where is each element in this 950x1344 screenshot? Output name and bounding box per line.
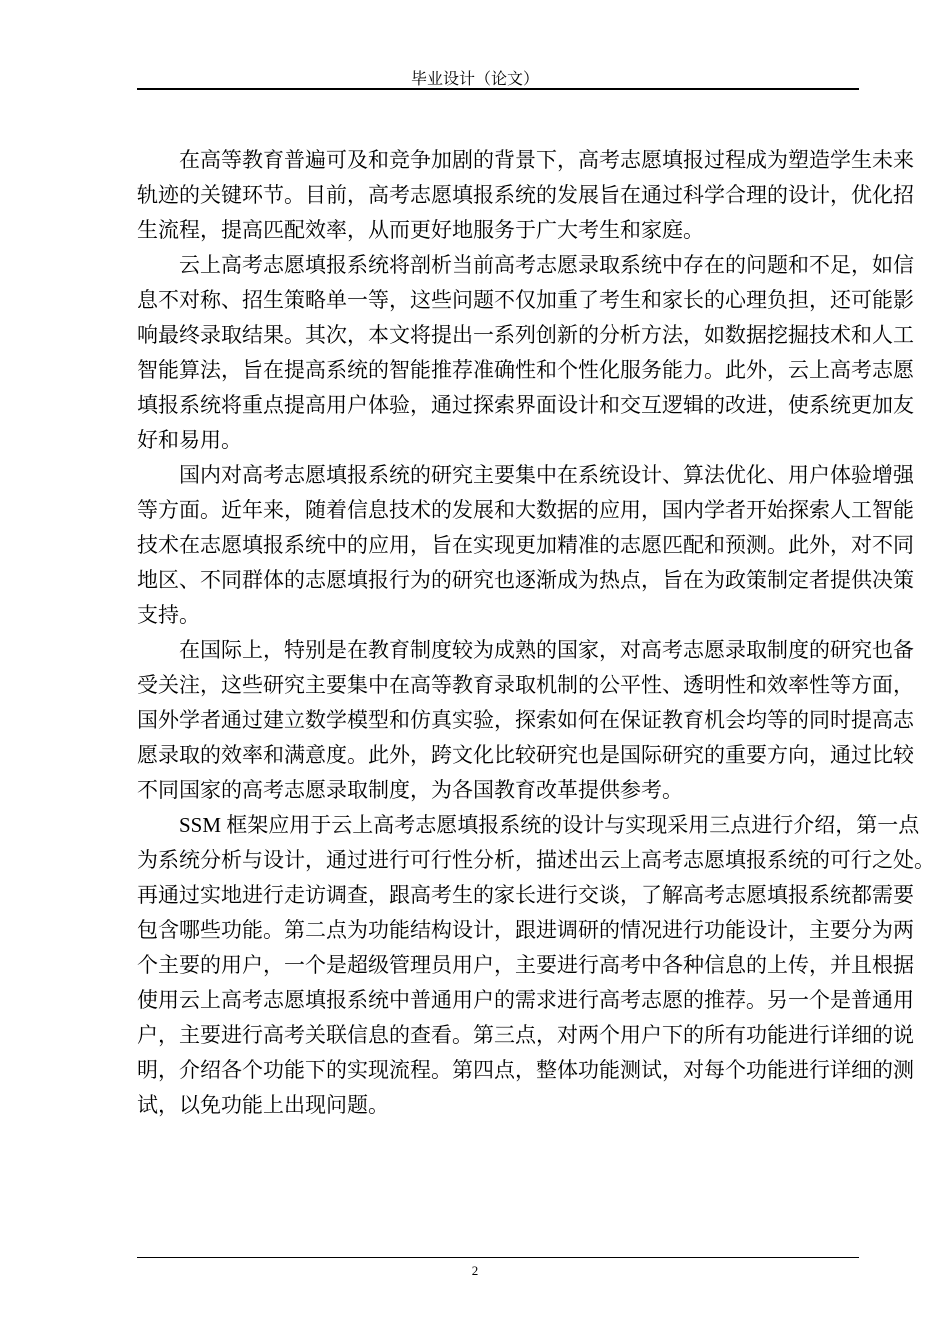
paragraph-line: 支持。	[137, 603, 200, 627]
paragraph-line: 再通过实地进行走访调查，跟高考生的家长进行交谈，了解高考志愿填报系统都需要	[137, 883, 914, 907]
paragraph-line: 为系统分析与设计，通过进行可行性分析，描述出云上高考志愿填报系统的可行之处。	[137, 848, 935, 872]
paragraph-line: 个主要的用户，一个是超级管理员用户，主要进行高考中各种信息的上传，并且根据	[137, 953, 914, 977]
paragraph-line: 受关注，这些研究主要集中在高等教育录取机制的公平性、透明性和效率性等方面，	[137, 673, 914, 697]
paragraph-line: 在高等教育普遍可及和竞争加剧的背景下，高考志愿填报过程成为塑造学生未来	[179, 148, 914, 172]
paragraph-line: 息不对称、招生策略单一等，这些问题不仅加重了考生和家长的心理负担，还可能影	[137, 288, 914, 312]
paragraph	[137, 808, 935, 1123]
paragraph-line: 等方面。近年来，随着信息技术的发展和大数据的应用，国内学者开始探索人工智能	[137, 498, 914, 522]
paragraph-line: 技术在志愿填报系统中的应用，旨在实现更加精准的志愿匹配和预测。此外，对不同	[137, 533, 914, 557]
paragraph-line: 地区、不同群体的志愿填报行为的研究也逐渐成为热点，旨在为政策制定者提供决策	[137, 568, 914, 592]
paragraph-line: 不同国家的高考志愿录取制度，为各国教育改革提供参考。	[137, 778, 683, 802]
paragraph-line: 包含哪些功能。第二点为功能结构设计，跟进调研的情况进行功能设计，主要分为两	[137, 918, 914, 942]
footer-divider	[137, 1257, 859, 1258]
page-number: 2	[471, 1263, 479, 1278]
paragraph-line: 明，介绍各个功能下的实现流程。第四点，整体功能测试，对每个功能进行详细的测	[137, 1058, 914, 1082]
paragraph-line: 国内对高考志愿填报系统的研究主要集中在系统设计、算法优化、用户体验增强	[179, 463, 914, 487]
paragraph-line: 填报系统将重点提高用户体验，通过探索界面设计和交互逻辑的改进，使系统更加友	[137, 393, 914, 417]
paragraph-line: 在国际上，特别是在教育制度较为成熟的国家，对高考志愿录取制度的研究也备	[179, 638, 914, 662]
paragraph-line: 使用云上高考志愿填报系统中普通用户的需求进行高考志愿的推荐。另一个是普通用	[137, 988, 914, 1012]
paragraph	[137, 248, 914, 458]
page-header-title: 毕业设计（论文）	[410, 71, 539, 88]
paragraph-line: 好和易用。	[137, 428, 242, 452]
paragraph-line: 响最终录取结果。其次，本文将提出一系列创新的分析方法，如数据挖掘技术和人工	[137, 323, 914, 347]
paragraph-line: 国外学者通过建立数学模型和仿真实验，探索如何在保证教育机会均等的同时提高志	[137, 708, 914, 732]
paragraph-line: 愿录取的效率和满意度。此外，跨文化比较研究也是国际研究的重要方向，通过比较	[137, 743, 914, 767]
paragraph-line: 生流程，提高匹配效率，从而更好地服务于广大考生和家庭。	[137, 218, 704, 242]
paragraph-line: 户，主要进行高考关联信息的查看。第三点，对两个用户下的所有功能进行详细的说	[137, 1023, 914, 1047]
document-body	[137, 143, 935, 1123]
paragraph-line: SSM 框架应用于云上高考志愿填报系统的设计与实现采用三点进行介绍，第一点	[179, 813, 920, 837]
header-divider	[137, 88, 859, 90]
paragraph-line: 试，以免功能上出现问题。	[137, 1093, 389, 1117]
paragraph-line: 智能算法，旨在提高系统的智能推荐准确性和个性化服务能力。此外，云上高考志愿	[137, 358, 914, 382]
paragraph	[137, 458, 914, 633]
paragraph	[137, 143, 914, 248]
paragraph	[137, 633, 914, 808]
paragraph-line: 云上高考志愿填报系统将剖析当前高考志愿录取系统中存在的问题和不足，如信	[179, 253, 914, 277]
paragraph-line: 轨迹的关键环节。目前，高考志愿填报系统的发展旨在通过科学合理的设计，优化招	[137, 183, 914, 207]
